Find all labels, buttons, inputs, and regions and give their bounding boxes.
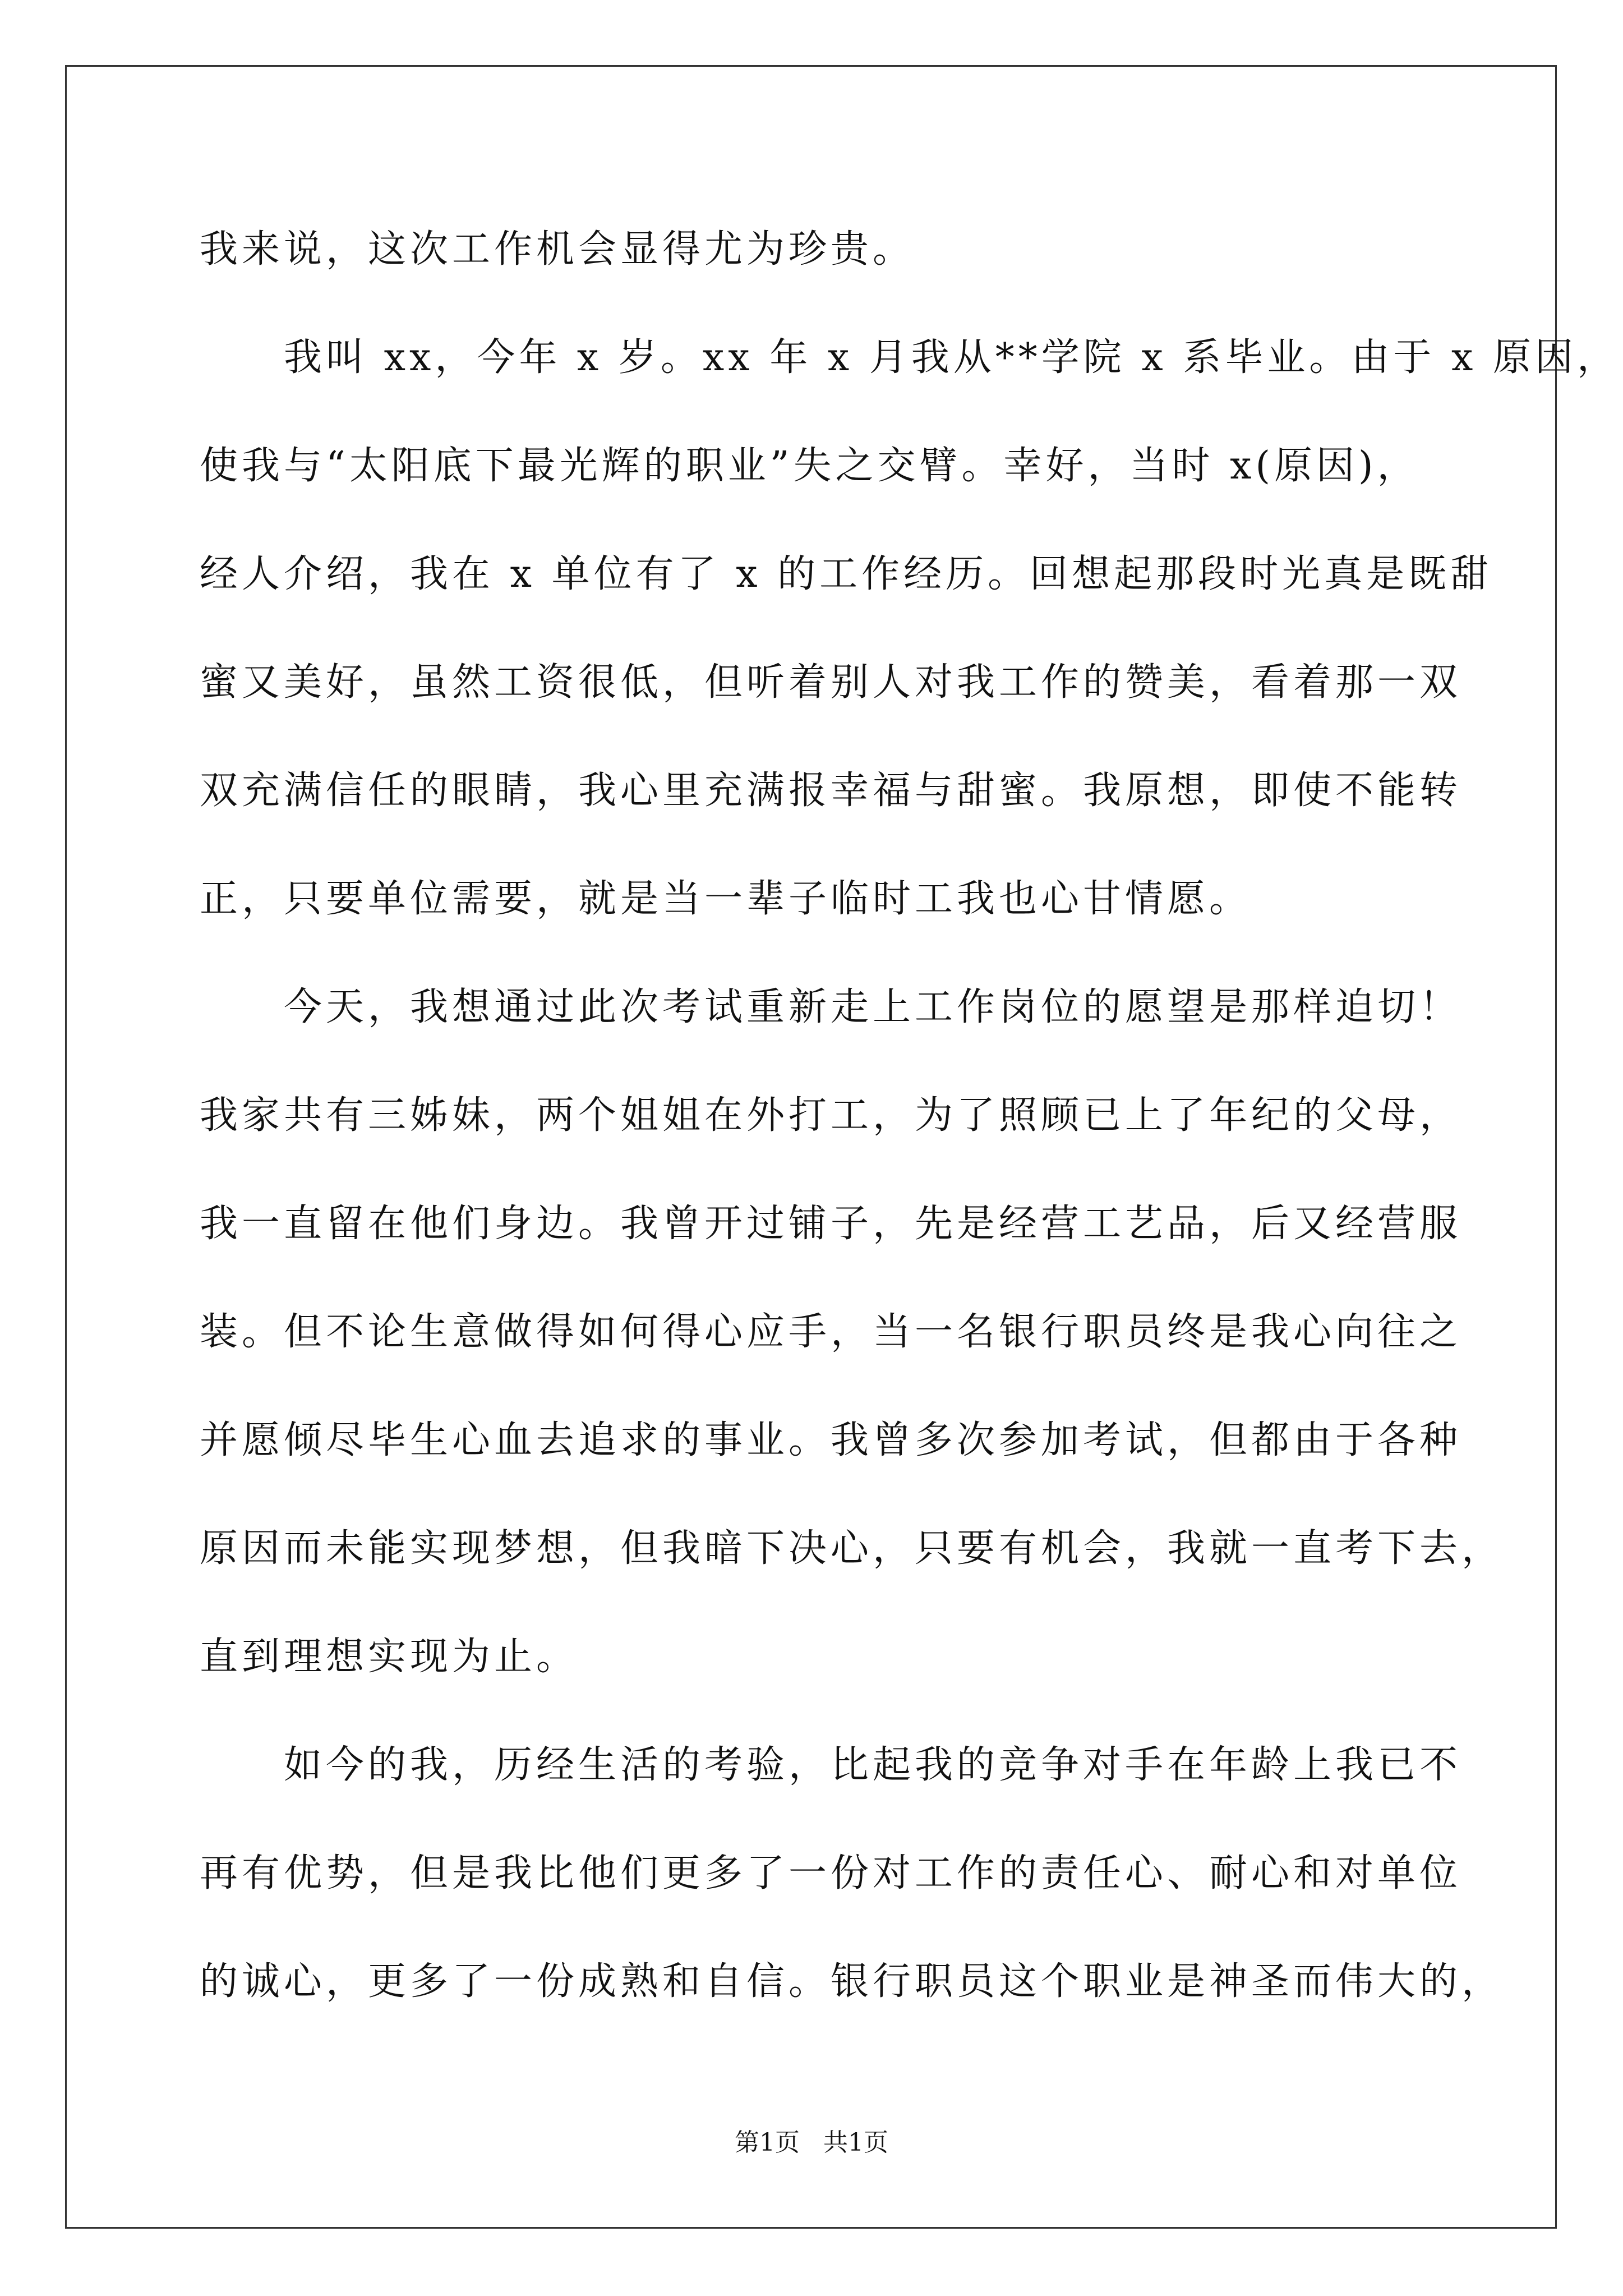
text-line: 原因而未能实现梦想，但我暗下决心，只要有机会，我就一直考下去， [200,1526,1504,1571]
text-line: 我来说，这次工作机会显得尤为珍贵。 [200,227,915,272]
text-line: 我一直留在他们身边。我曾开过铺子，先是经营工艺品，后又经营服 [200,1202,1462,1246]
text-line: 今天，我想通过此次考试重新走上工作岗位的愿望是那样迫切！ [200,985,1462,1029]
page-footer: 第1页 共1页 [735,2128,888,2157]
text-line: 经人介绍，我在 x 单位有了 x 的工作经历。回想起那段时光真是既甜 [200,552,1493,596]
text-line: 并愿倾尽毕生心血去追求的事业。我曾多次参加考试，但都由于各种 [200,1418,1462,1462]
text-line: 装。但不论生意做得如何得心应手，当一名银行职员终是我心向往之 [200,1310,1462,1354]
text-line: 我家共有三姊妹，两个姐姐在外打工，为了照顾已上了年纪的父母， [200,1093,1462,1138]
text-line: 使我与“太阳底下最光辉的职业”失之交臂。幸好，当时 x(原因)， [200,444,1419,488]
text-line: 如今的我，历经生活的考验，比起我的竞争对手在年龄上我已不 [200,1743,1462,1787]
text-line: 双充满信任的眼睛，我心里充满报幸福与甜蜜。我原想，即使不能转 [200,769,1462,813]
text-line: 正，只要单位需要，就是当一辈子临时工我也心甘情愿。 [200,877,1252,921]
text-line: 蜜又美好，虽然工资很低，但听着别人对我工作的赞美，看着那一双 [200,660,1462,705]
text-line: 我叫 xx，今年 x 岁。xx 年 x 月我从**学院 x 系毕业。由于 x 原因， [200,335,1619,380]
text-line: 直到理想实现为止。 [200,1635,579,1679]
text-line: 的诚心，更多了一份成熟和自信。银行职员这个职业是神圣而伟大的， [200,1959,1504,2004]
text-line: 再有优势，但是我比他们更多了一份对工作的责任心、耐心和对单位 [200,1851,1462,1895]
